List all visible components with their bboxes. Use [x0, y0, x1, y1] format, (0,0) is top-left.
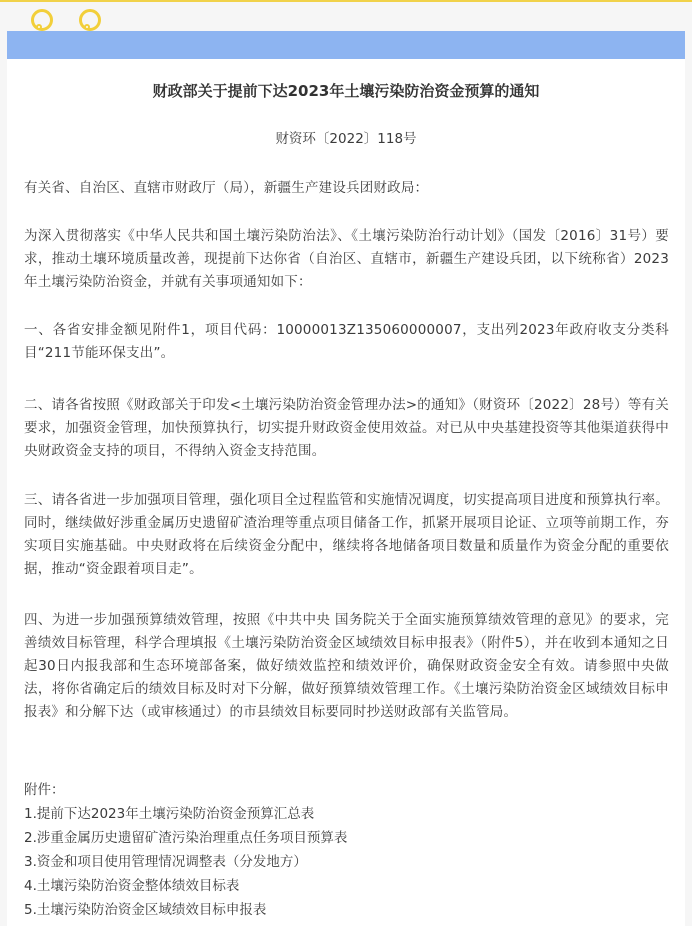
- section-3-paragraph: 三、请各省进一步加强项目管理，强化项目全过程监管和实施情况调度，切实提高项目进度和预算执行率。同时，继续做好涉重金属历史遗留矿渣治理等重点项目储备工作，抓紧开展项目论证、立项等前期工作，夯实项目实施基础。中央财政将在后续资金分配中，继续将各地储备项目数量和质量作为资金分配的重要依据，推动“资金跟着项目走”。: [24, 492, 669, 577]
- top-accent-line: [0, 0, 692, 2]
- section-4-paragraph: 四、为进一步加强预算绩效管理，按照《中共中央 国务院关于全面实施预算绩效管理的意见》的要求，完善绩效目标管理，科学合理填报《土壤污染防治资金区域绩效目标申报表》（附件5），并在收到本通知之日起30日内报我部和生态环境部备案，做好绩效监控和绩效评价，确保财政资金安全有效。请参照中央做法，将你省确定后的绩效目标及时对下分解，做好预算绩效管理工作。《土壤污染防治资金区域绩效目标申报表》和分解下达（或审核通过）的市县绩效目标要同时抄送财政部有关监管局。: [24, 612, 669, 720]
- section-1-paragraph: 一、各省安排金额见附件1，项目代码：10000013Z135060000007，支出列2023年政府收支分类科目“211节能环保支出”。: [24, 322, 669, 361]
- attachment-item-5[interactable]: 5.土壤污染防治资金区域绩效目标申报表: [24, 902, 267, 918]
- section-2-paragraph: 二、请各省按照《财政部关于印发<土壤污染防治资金管理办法>的通知》（财资环〔2022〕28号）等有关要求，加强资金管理，加快预算执行，切实提升财政资金使用效益。对已从中央基建投资等其他渠道获得中央财政资金支持的项目，不得纳入资金支持范围。: [24, 397, 669, 459]
- attachments-list: [24, 778, 669, 922]
- attachment-item-3[interactable]: 3.资金和项目使用管理情况调整表（分发地方）: [24, 854, 307, 870]
- binder-ring-icon: [79, 9, 101, 31]
- attachment-item-1[interactable]: 1.提前下达2023年土壤污染防治资金预算汇总表: [24, 806, 315, 822]
- binder-ring-icon: [31, 9, 53, 31]
- attachment-item-4[interactable]: 4.土壤污染防治资金整体绩效目标表: [24, 878, 240, 894]
- attachments-label: 附件：: [24, 782, 65, 798]
- document-title: 财政部关于提前下达2023年土壤污染防治资金预算的通知: [152, 82, 540, 100]
- intro-paragraph: 为深入贯彻落实《中华人民共和国土壤污染防治法》、《土壤污染防治行动计划》（国发〔2016〕31号）要求，推动土壤环境质量改善，现提前下达你省（自治区、直辖市，新疆生产建设兵团，以下统称省）2023年土壤污染防治资金，并就有关事项通知如下：: [24, 228, 669, 290]
- attachment-item-2[interactable]: 2.涉重金属历史遗留矿渣污染治理重点任务项目预算表: [24, 830, 348, 846]
- document-number: 财资环〔2022〕118号: [275, 131, 417, 147]
- header-band: [7, 31, 685, 59]
- salutation: 有关省、自治区、直辖市财政厅（局），新疆生产建设兵团财政局：: [24, 180, 429, 196]
